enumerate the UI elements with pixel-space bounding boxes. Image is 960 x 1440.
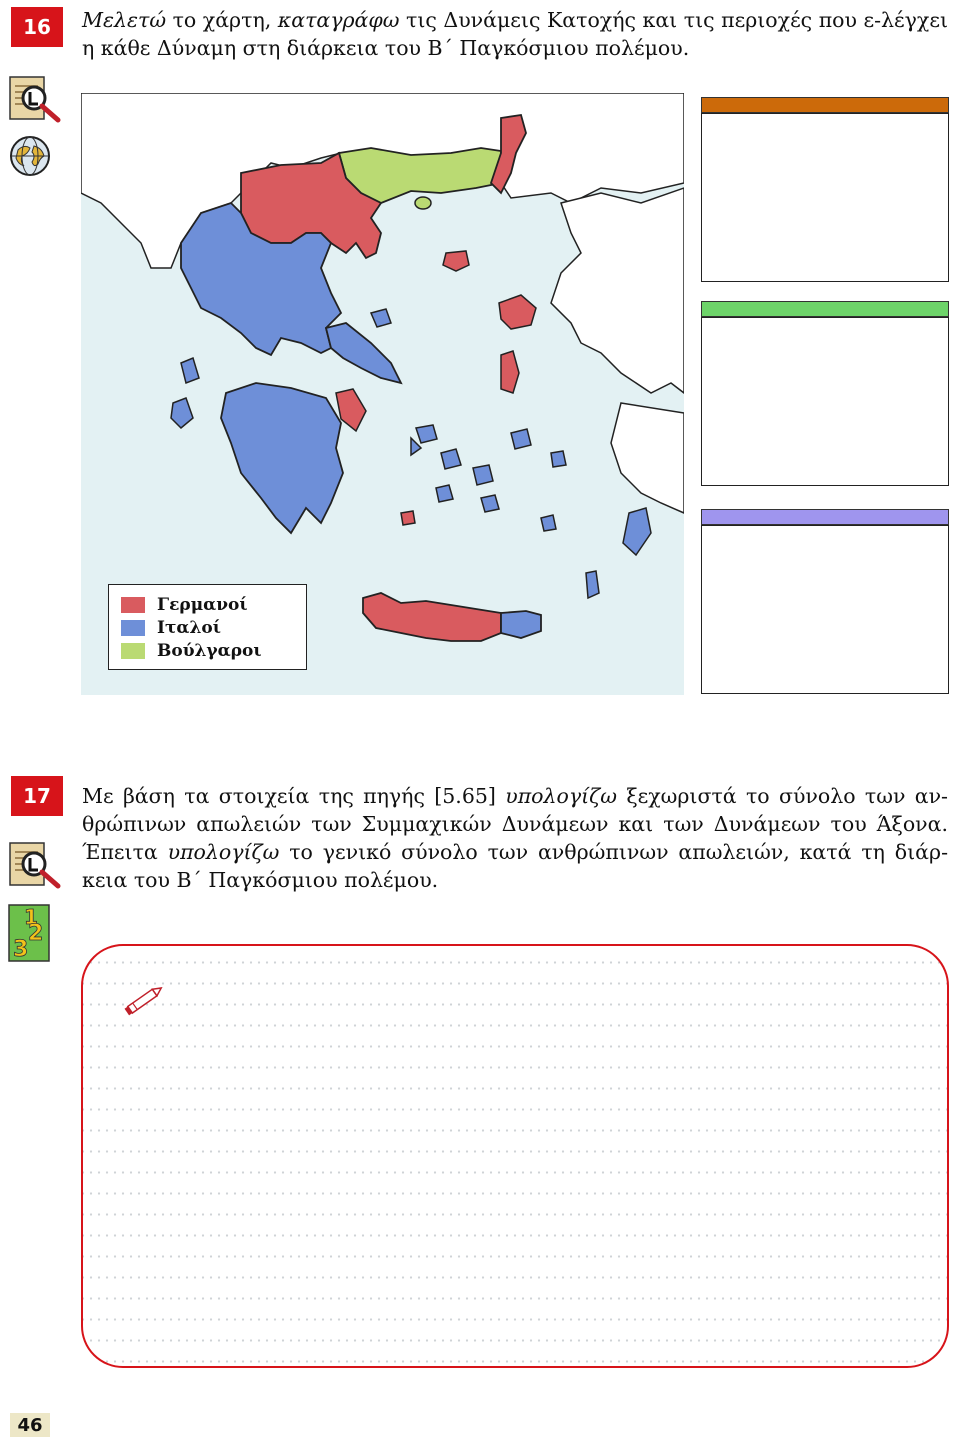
globe-icon bbox=[8, 134, 52, 178]
instruction-verb: υπολογίζω bbox=[167, 840, 280, 864]
instruction-text: το γενικό σύνολο των ανθρώπινων απωλειών, κατά τη διάρ-κεια του Β΄ Παγκόσμιου πολέμου. bbox=[82, 840, 948, 892]
pencil-icon bbox=[119, 980, 169, 1020]
legend-label: Ιταλοί bbox=[157, 618, 221, 638]
exercise-17-number: 17 bbox=[11, 776, 63, 816]
svg-text:1: 1 bbox=[24, 905, 38, 929]
legend-item-bulgarians bbox=[121, 640, 262, 662]
german-answer-box[interactable] bbox=[701, 113, 949, 282]
page-number: 46 bbox=[10, 1413, 50, 1437]
germans-swatch bbox=[121, 597, 145, 613]
instruction-text: Με βάση τα στοιχεία της πηγής [5.65] bbox=[82, 784, 506, 808]
italian-answer-box[interactable] bbox=[701, 525, 949, 694]
instruction-verb: Μελετώ bbox=[82, 8, 167, 32]
bulgarian-header-bar bbox=[701, 301, 949, 317]
bulgarians-swatch bbox=[121, 643, 145, 659]
instruction-text: ξεχωριστά το σύνολο των αν-θρώπινων απωλειών των Συμμαχικών Δυνάμεων και των Δυνάμεων του Άξονα. Έπειτα bbox=[82, 784, 948, 864]
svg-text:3: 3 bbox=[13, 937, 29, 962]
instruction-verb: καταγράφω bbox=[277, 8, 400, 32]
numbers-123-icon bbox=[8, 904, 50, 962]
italians-swatch bbox=[121, 620, 145, 636]
exercise-16-number: 16 bbox=[11, 7, 63, 47]
instruction-text: το χάρτη, bbox=[166, 8, 278, 32]
magnifier-document-icon bbox=[8, 840, 62, 890]
legend-item-italians bbox=[121, 617, 221, 639]
legend-label: Βούλγαροι bbox=[157, 641, 262, 661]
instruction-verb: υπολογίζω bbox=[505, 784, 617, 808]
map-legend bbox=[108, 584, 307, 670]
italian-header-bar bbox=[701, 509, 949, 525]
exercise-16-instruction bbox=[82, 6, 948, 62]
legend-item-germans bbox=[121, 594, 248, 616]
magnifier-document-icon bbox=[8, 74, 62, 124]
answer-writing-area[interactable] bbox=[81, 944, 949, 1368]
bulgarian-answer-box[interactable] bbox=[701, 317, 949, 486]
german-header-bar bbox=[701, 97, 949, 113]
legend-label: Γερμανοί bbox=[157, 595, 248, 615]
svg-text:2: 2 bbox=[28, 921, 44, 946]
exercise-17-instruction bbox=[82, 782, 948, 894]
instruction-text: τις Δυνάμεις Κατοχής και τις περιοχές που ε-λέγχει η κάθε Δύναμη στη διάρκεια του Β΄ Παγκόσμιου πολέμου. bbox=[82, 8, 948, 60]
